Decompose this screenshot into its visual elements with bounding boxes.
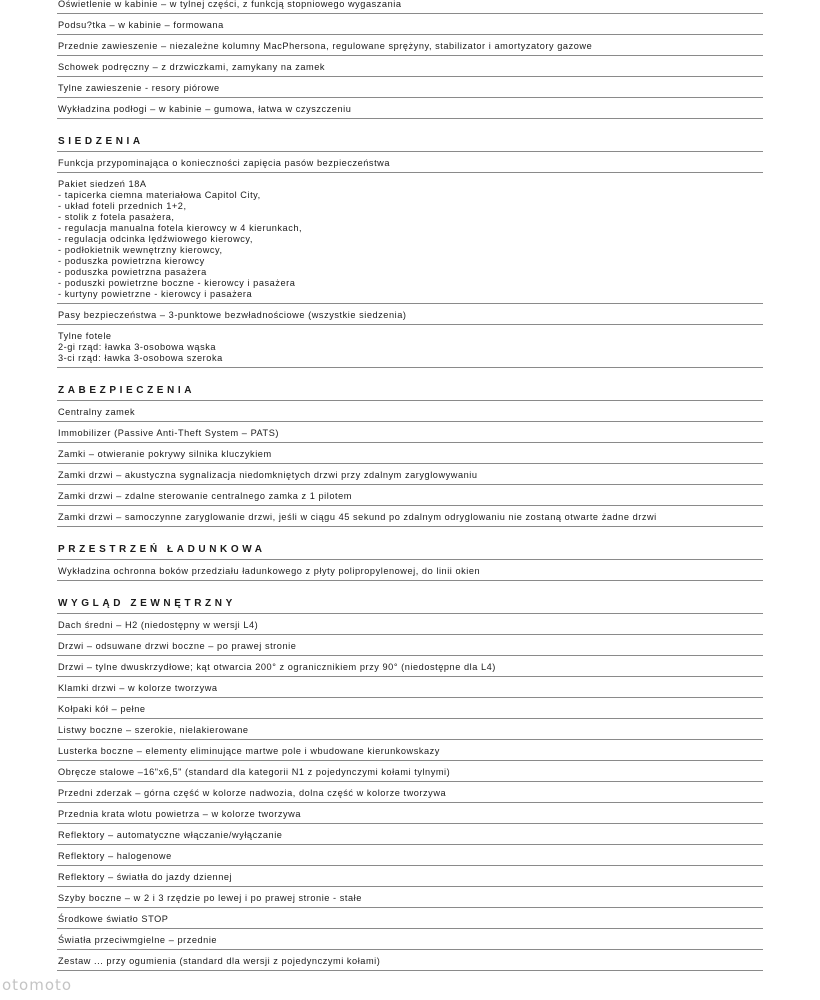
spec-row bbox=[57, 464, 763, 485]
spec-row-text: Podsu?tka – w kabinie – formowana bbox=[58, 20, 224, 30]
spec-row-text: Centralny zamek bbox=[58, 407, 136, 417]
spec-row bbox=[57, 14, 763, 35]
spec-row bbox=[57, 719, 763, 740]
spec-row bbox=[57, 443, 763, 464]
spec-row-text: - kurtyny powietrzne - kierowcy i pasażera bbox=[58, 289, 253, 299]
spec-row-text: - regulacja odcinka lędźwiowego kierowcy, bbox=[58, 234, 253, 244]
spec-row bbox=[57, 782, 763, 803]
spec-row bbox=[57, 77, 763, 98]
spec-row bbox=[57, 824, 763, 845]
section-heading: PRZESTRZEŃ ŁADUNKOWA bbox=[57, 527, 763, 560]
spec-row-text: - stolik z fotela pasażera, bbox=[58, 212, 175, 222]
watermark: otomoto bbox=[2, 976, 73, 994]
spec-row-text: - poduszki powietrzne boczne - kierowcy i pasażera bbox=[58, 278, 296, 288]
spec-row-text: Reflektory – halogenowe bbox=[58, 851, 172, 861]
spec-row-text: Przednie zawieszenie – niezależne kolumny MacPhersona, regulowane sprężyny, stabilizator i amortyzatory gazowe bbox=[58, 41, 593, 51]
spec-row bbox=[57, 887, 763, 908]
spec-row bbox=[57, 761, 763, 782]
spec-row bbox=[57, 98, 763, 119]
spec-row-text: 2-gi rząd: ławka 3-osobowa wąska bbox=[58, 342, 217, 352]
spec-row-text: Klamki drzwi – w kolorze tworzywa bbox=[58, 683, 218, 693]
spec-row bbox=[57, 506, 763, 527]
spec-row bbox=[57, 866, 763, 887]
spec-section bbox=[57, 119, 763, 368]
spec-row-text: - podłokietnik wewnętrzny kierowcy, bbox=[58, 245, 223, 255]
spec-row bbox=[57, 401, 763, 422]
spec-row bbox=[57, 173, 763, 304]
spec-row-text: Przedni zderzak – górna część w kolorze nadwozia, dolna część w kolorze tworzywa bbox=[58, 788, 447, 798]
section-heading: WYGLĄD ZEWNĘTRZNY bbox=[57, 581, 763, 614]
spec-section bbox=[57, 0, 763, 119]
spec-row bbox=[57, 422, 763, 443]
spec-row-text: Pasy bezpieczeństwa – 3-punktowe bezwładnościowe (wszystkie siedzenia) bbox=[58, 310, 407, 320]
spec-row bbox=[57, 35, 763, 56]
spec-row bbox=[57, 740, 763, 761]
spec-row bbox=[57, 304, 763, 325]
spec-row-text: Pakiet siedzeń 18A bbox=[58, 179, 147, 189]
spec-row bbox=[57, 560, 763, 581]
spec-row bbox=[57, 656, 763, 677]
spec-row-text: Wykładzina ochronna boków przedziału ładunkowego z płyty polipropylenowej, do linii okien bbox=[58, 566, 481, 576]
spec-row-text: Tylne zawieszenie - resory piórowe bbox=[58, 83, 220, 93]
spec-row-text: Zamki drzwi – zdalne sterowanie centralnego zamka z 1 pilotem bbox=[58, 491, 352, 501]
spec-row-text: Zamki drzwi – samoczynne zaryglowanie drzwi, jeśli w ciągu 45 sekund po zdalnym odryglowaniu nie zostaną otwarte żadne drzwi bbox=[58, 512, 657, 522]
spec-row bbox=[57, 614, 763, 635]
spec-row-text: Oświetlenie w kabinie – w tylnej części, z funkcją stopniowego wygaszania bbox=[58, 0, 402, 9]
spec-row bbox=[57, 929, 763, 950]
spec-row-text: Reflektory – światła do jazdy dziennej bbox=[58, 872, 233, 882]
spec-row-text: - poduszka powietrzna pasażera bbox=[58, 267, 207, 277]
spec-row bbox=[57, 0, 763, 14]
spec-row-text: Lusterka boczne – elementy eliminujące martwe pole i wbudowane kierunkowskazy bbox=[58, 746, 440, 756]
spec-row-text: Immobilizer (Passive Anti-Theft System – PATS) bbox=[58, 428, 280, 438]
spec-row-text: - układ foteli przednich 1+2, bbox=[58, 201, 187, 211]
spec-row-text: Środkowe światło STOP bbox=[58, 914, 169, 924]
spec-row-text: Tylne fotele bbox=[58, 331, 112, 341]
spec-row bbox=[57, 845, 763, 866]
spec-row-text: Listwy boczne – szerokie, nielakierowane bbox=[58, 725, 249, 735]
spec-section bbox=[57, 368, 763, 527]
spec-row-text: Zamki – otwieranie pokrywy silnika kluczykiem bbox=[58, 449, 272, 459]
spec-row-text: - poduszka powietrzna kierowcy bbox=[58, 256, 205, 266]
spec-row bbox=[57, 485, 763, 506]
spec-row-text: Zamki drzwi – akustyczna sygnalizacja niedomkniętych drzwi przy zdalnym zaryglowywaniu bbox=[58, 470, 478, 480]
spec-row-text: Schowek podręczny – z drzwiczkami, zamykany na zamek bbox=[58, 62, 326, 72]
spec-row-text: Drzwi – odsuwane drzwi boczne – po prawej stronie bbox=[58, 641, 297, 651]
spec-document bbox=[57, 0, 763, 971]
spec-row bbox=[57, 635, 763, 656]
section-heading: ZABEZPIECZENIA bbox=[57, 368, 763, 401]
spec-row-text: Kołpaki kół – pełne bbox=[58, 704, 146, 714]
spec-row-text: Wykładzina podłogi – w kabinie – gumowa, łatwa w czyszczeniu bbox=[58, 104, 352, 114]
spec-row-text: Szyby boczne – w 2 i 3 rzędzie po lewej i po prawej stronie - stałe bbox=[58, 893, 362, 903]
spec-row bbox=[57, 325, 763, 368]
spec-row bbox=[57, 677, 763, 698]
spec-section bbox=[57, 527, 763, 581]
spec-row bbox=[57, 803, 763, 824]
spec-row-text: Reflektory – automatyczne włączanie/wyłączanie bbox=[58, 830, 283, 840]
spec-row bbox=[57, 698, 763, 719]
section-heading: SIEDZENIA bbox=[57, 119, 763, 152]
spec-row-text: Światła przeciwmgielne – przednie bbox=[58, 935, 218, 945]
spec-row-text: Zestaw ... przy ogumienia (standard dla wersji z pojedynczymi kołami) bbox=[58, 956, 381, 966]
spec-row-text: Obręcze stalowe –16"x6,5" (standard dla kategorii N1 z pojedynczymi kołami tylnymi) bbox=[58, 767, 451, 777]
spec-row bbox=[57, 152, 763, 173]
spec-row bbox=[57, 908, 763, 929]
spec-row-text: - regulacja manualna fotela kierowcy w 4 kierunkach, bbox=[58, 223, 303, 233]
spec-section bbox=[57, 581, 763, 971]
spec-row-text: Dach średni – H2 (niedostępny w wersji L4) bbox=[58, 620, 259, 630]
spec-row-text: 3-ci rząd: ławka 3-osobowa szeroka bbox=[58, 353, 223, 363]
spec-row-text: Drzwi – tylne dwuskrzydłowe; kąt otwarcia 200° z ogranicznikiem przy 90° (niedostępne dla L4) bbox=[58, 662, 496, 672]
spec-row bbox=[57, 56, 763, 77]
spec-row-text: Przednia krata wlotu powietrza – w kolorze tworzywa bbox=[58, 809, 302, 819]
spec-row-text: - tapicerka ciemna materiałowa Capitol City, bbox=[58, 190, 261, 200]
spec-row bbox=[57, 950, 763, 971]
spec-row-text: Funkcja przypominająca o konieczności zapięcia pasów bezpieczeństwa bbox=[58, 158, 391, 168]
